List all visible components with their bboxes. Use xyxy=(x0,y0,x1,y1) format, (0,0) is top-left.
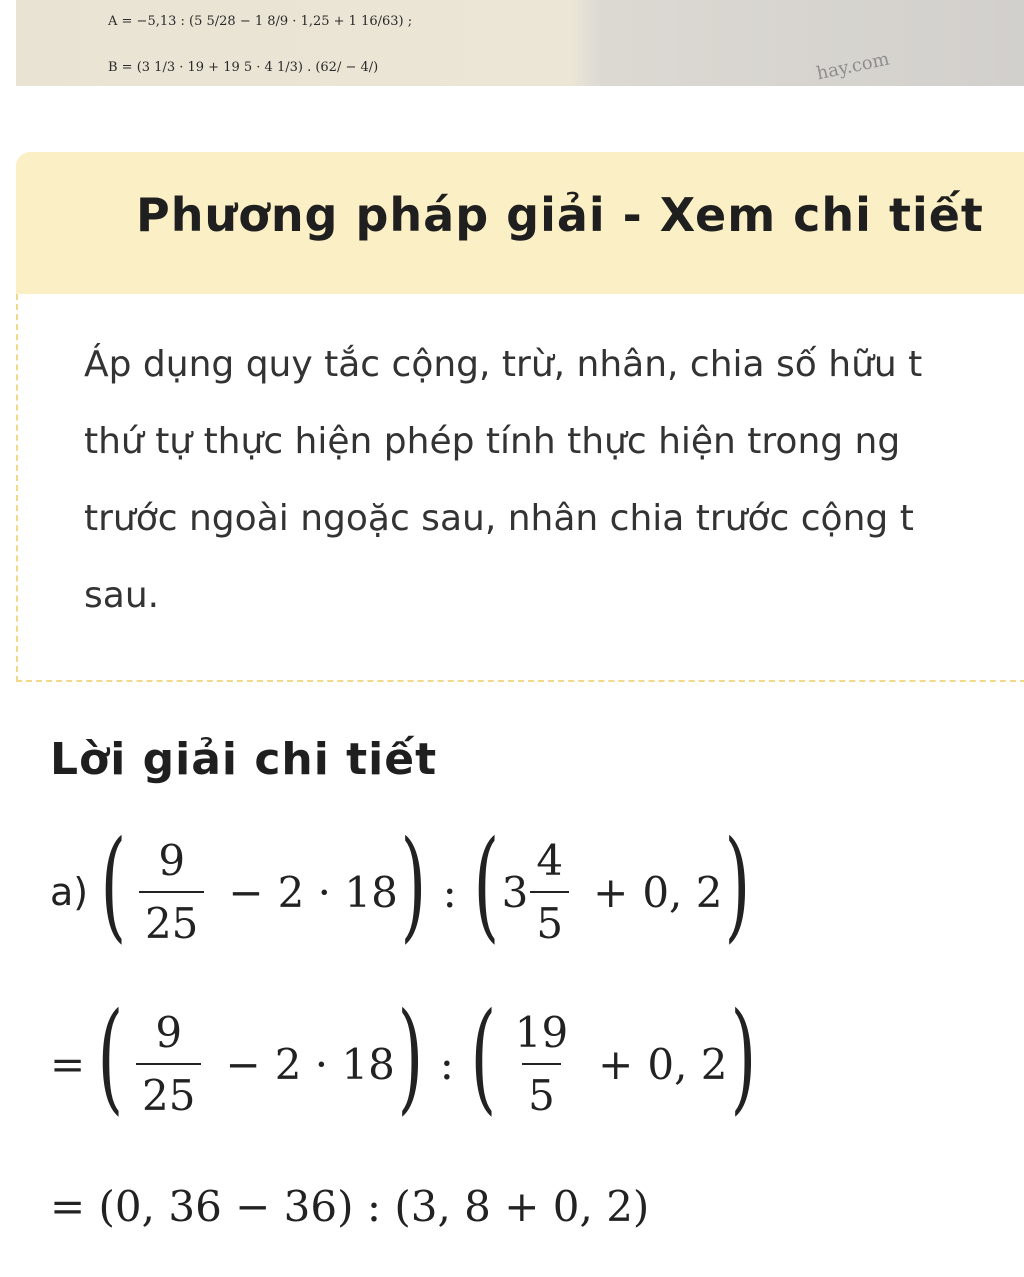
method-title[interactable]: Phương pháp giải - Xem chi tiết xyxy=(136,188,984,242)
operator: : xyxy=(439,1039,454,1089)
open-paren: ( xyxy=(470,988,497,1127)
denominator: 25 xyxy=(136,1063,201,1120)
fraction xyxy=(139,836,204,948)
math-line-1 xyxy=(50,816,753,955)
operator: + xyxy=(598,1039,634,1089)
operator: − xyxy=(225,1039,261,1089)
denominator: 5 xyxy=(522,1063,561,1120)
equals: = xyxy=(50,1039,86,1089)
method-line: thứ tự thực hiện phép tính thực hiện trong ng xyxy=(84,421,901,462)
method-body xyxy=(16,294,1024,682)
expression: = (0, 36 − 36) : (3, 8 + 0, 2) xyxy=(50,1182,650,1231)
denominator: 25 xyxy=(139,891,204,948)
close-paren: ) xyxy=(400,816,427,955)
operator: − xyxy=(228,867,264,917)
operator: : xyxy=(442,867,457,917)
product: 2 · 18 xyxy=(277,867,398,917)
close-paren: ) xyxy=(730,988,756,1127)
method-text xyxy=(84,326,1024,634)
open-paren: ( xyxy=(473,816,500,955)
method-line: trước ngoài ngoặc sau, nhân chia trước cộng t xyxy=(84,498,914,539)
decimal: 0, 2 xyxy=(647,1039,728,1089)
decimal: 0, 2 xyxy=(642,867,723,917)
fraction xyxy=(530,836,569,948)
close-paren: ) xyxy=(397,988,424,1127)
numerator: 19 xyxy=(514,1008,569,1057)
method-line: Áp dụng quy tắc cộng, trừ, nhân, chia số hữu t xyxy=(84,344,923,385)
product: 2 · 18 xyxy=(274,1039,395,1089)
close-paren: ) xyxy=(725,816,751,955)
photo-expression-b: B = (3 1/3 · 19 + 19 5 · 4 1/3) . (62/ − 4/) xyxy=(108,60,379,75)
fraction xyxy=(509,1008,574,1120)
photo-expression-a: A = −5,13 : (5 5/28 − 1 8/9 · 1,25 + 1 16/63) ; xyxy=(108,14,413,29)
fraction xyxy=(136,1008,201,1120)
operator: + xyxy=(593,867,629,917)
numerator: 4 xyxy=(536,836,564,885)
textbook-photo xyxy=(16,0,1024,86)
photo-watermark: hay.com xyxy=(814,48,892,85)
method-line: sau. xyxy=(84,575,160,616)
math-line-3 xyxy=(50,1182,649,1231)
open-paren: ( xyxy=(97,988,124,1127)
numerator: 9 xyxy=(158,836,186,885)
math-line-2 xyxy=(50,988,758,1127)
denominator: 5 xyxy=(530,891,569,948)
method-header[interactable] xyxy=(16,152,1024,294)
numerator: 9 xyxy=(155,1008,183,1057)
mixed-whole: 3 xyxy=(501,867,529,917)
open-paren: ( xyxy=(100,816,127,955)
solution-title: Lời giải chi tiết xyxy=(50,734,438,785)
part-label: a) xyxy=(50,870,89,914)
